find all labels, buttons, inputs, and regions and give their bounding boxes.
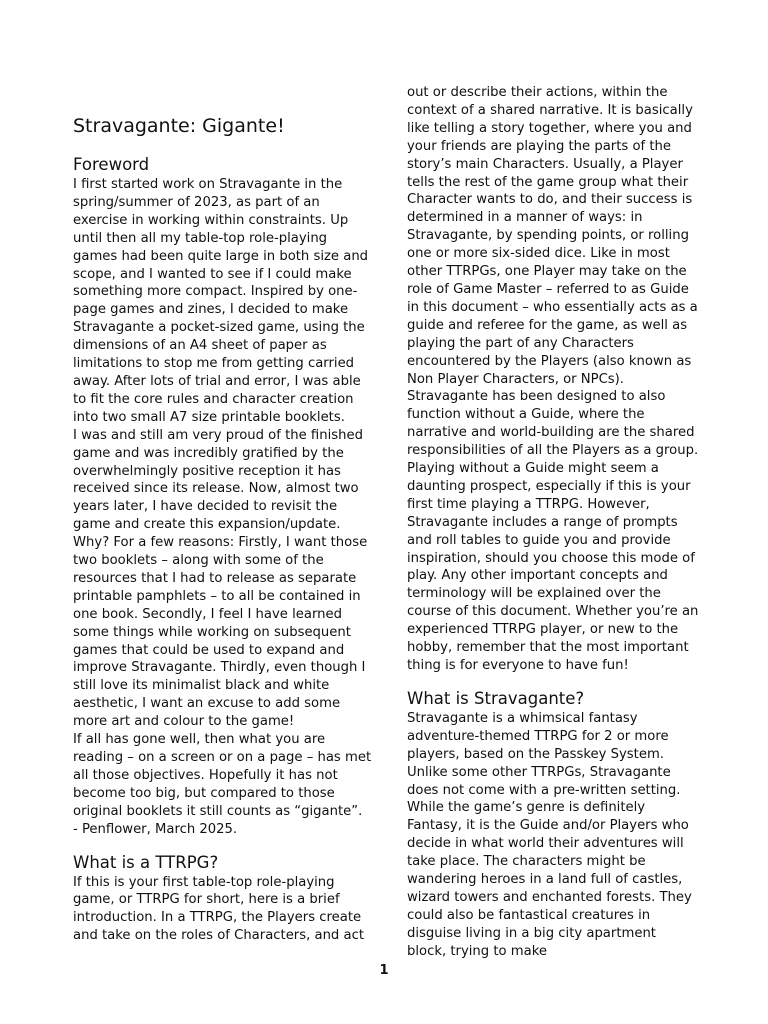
ttrpg-heading: What is a TTRPG? <box>73 852 219 872</box>
foreword-signature: - Penflower, March 2025. <box>73 821 238 837</box>
foreword-paragraph-1: I first started work on Stravagante in the spring/summer of 2023, as part of an exercise in working within constraints. Up until then all my table-top role-playing games had been quite large in both size and scope, and I wanted to see if I could make something more compact. Inspired by one-page games and zines, I decided to make Stravagante a pocket-sized game, using the dimensions of an A4 sheet of paper as limitations to stop me from getting carried away. After lots of trial and error, I was able to fit the core rules and character creation into two small A7 size printable booklets. <box>73 177 369 425</box>
stravagante-paragraph-2: Unlike some other TTRPGs, Stravagante does not come with a pre-written setting. While the game’s genre is definitely Fantasy, it is the Guide and/or Players who decide in what world their adventures will take place. The characters might be wandering heroes in a land full of castles, wizard towers and enchanted forests. They could also be fantastical creatures in disguise living in a big city apartment block, trying to make <box>407 764 692 959</box>
ttrpg-paragraph-2: Stravagante has been designed to also function without a Guide, where the narrative and world-building are the shared responsibilities of all the Players as a group. Playing without a Guide might seem a daunting prospect, especially if this is your first time playing a TTRPG. However, Stravagante includes a range of prompts and roll tables to guide you and provide inspiration, should you choose this mode of play. Any other important concepts and terminology will be explained over the course of this document. Whether you’re an experienced TTRPG player, or new to the hobby, remember that the most important thing is for everyone to have fun! <box>407 389 699 673</box>
page-number: 1 <box>379 963 389 978</box>
foreword-heading: Foreword <box>73 155 150 174</box>
document-title: Stravagante: Gigante! <box>73 115 285 137</box>
stravagante-heading: What is Stravagante? <box>407 688 585 708</box>
right-column <box>407 0 699 961</box>
ttrpg-paragraph-1-start: If this is your first table-top role-playing game, or TTRPG for short, here is a brief introduction. In a TTRPG, the Players create and take on the roles of Characters, and act <box>73 874 364 944</box>
stravagante-paragraph-1: Stravagante is a whimsical fantasy adventure-themed TTRPG for 2 or more players, based on the Passkey System. <box>407 710 669 762</box>
foreword-paragraph-3: If all has gone well, then what you are reading – on a screen or on a page – has met all those objectives. Hopefully it has not become too big, but compared to those original booklets it still counts as “gigante”. <box>73 732 372 819</box>
left-column <box>73 0 373 945</box>
ttrpg-paragraph-1-continued: out or describe their actions, within the context of a shared narrative. It is basically like telling a story together, where you and your friends are playing the parts of the story’s main Characters. Usually, a Player tells the rest of the game group what their Character wants to do, and their success is determined in a manner of ways: in Stravagante, by spending points, or rolling one or more six-sided dice. Like in most other TTRPGs, one Player may take on the role of Game Master – referred to as Guide in this document – who essentially acts as a guide and referee for the game, as well as playing the part of any Characters encountered by the Players (also known as Non Player Characters, or NPCs). <box>407 85 698 387</box>
foreword-paragraph-2: I was and still am very proud of the finished game and was incredibly gratified by the overwhelmingly positive reception it has received since its release. Now, almost two years later, I have decided to revisit the game and create this expansion/update. Why? For a few reasons: Firstly, I want those two booklets – along with some of the resources that I had to release as separate printable pamphlets – to all be contained in one book. Secondly, I feel I have learned some things while working on subsequent games that could be used to expand and improve Stravagante. Thirdly, even though I still love its minimalist black and white aesthetic, I want an excuse to add some more art and colour to the game! <box>73 427 368 730</box>
